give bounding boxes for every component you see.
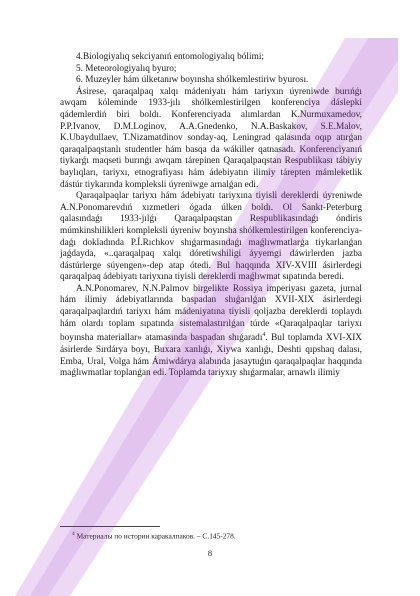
footnote-divider — [60, 526, 160, 527]
footnote-reference: 4 — [262, 332, 266, 339]
paragraph-materials: A.N.Ponomarev, N.N.Palmov birgelikte Rossiya imperiyası gazeta, jurnal hám ilimiy ádebiyatlarında baspadan shıǵarılǵan XVII-XIX ásirlerdegi qaraqalpaqlardıń tariyxı hám mádeniyatına tiyisli qoljazba dereklerdi toplaydı hám olardı toplam sıpatında sistemalastırılǵan túrde «Qaraqalpaqlar tariyxı boyınsha materiallar» atamasında baspadan shıǵaradı$^4$. Bul toplamda XVI-XIX ásirlerde Sırdárya boyı, Buxara xanlıǵı, Xiywa xanlıǵı, Deshti qıpshaq dalası, Emba, Ural, Volga hám Ámiwdárya alabında jasaytuǵın qaraqalpaqlar haqqında maǵlıwmatlar toplanǵan edi. Toplamda tariyxıy shıǵarmalar, arnawlı ilimiy — [60, 283, 363, 379]
list-item: 4.Biologiyalıq sekciyanıń entomologiyalıq bólimi; — [76, 52, 264, 62]
list-item: 6. Muzeyler hám úlketanıw boyınsha shólkemlestiriw byurosı. — [76, 75, 309, 86]
footnote-number: 4 — [72, 531, 75, 537]
footnote — [72, 530, 362, 540]
footnote-text: Материалы по истории каракалпаков. – С.145-278. — [76, 531, 236, 541]
paragraph-ponomarev: Qaraqalpaqlar tariyxı hám ádebiyatı tariyxına tiyisli dereklerdi úyreniwde A.N.Ponomarevdıń xızmetleri ógada úlken boldı. Ol Sankt-Peterburg qalasındaǵı 1933-jılǵı Qaraqalpaqstan Respublikasındaǵı óndiris múmkinshilikleri kompleksli úyreniw boyınsha shólkemlestirilgen konferenciya- daǵı dokladında P.Í.Rıchkov shıǵarmasındaǵı maǵlıwmatlarǵa tiykarlanǵan jaǵdayda, «..qaraqalpaq xalqı dóretiwshiligi áyyemgi dáwirlerden jazba dástúrlerge súyengen»-dep atap ótedi. Bul haqqında XIV-XVIII ásirlerdegi qaraqalpaq ádebiyatı tariyxına tiyisli dereklerdi maǵlıwmat sıpatında beredi. — [60, 191, 362, 283]
page-number: 8 — [207, 548, 213, 558]
list-item: 5. Meteorologiyalıq byuro; — [76, 63, 177, 74]
paragraph-conference: Ásirese, qaraqalpaq xalqı mádeniyatı hám tariyxın úyreniwde burıńǵı awqam kóleminde 1933-jılı shólkemlestirilgen konferenciya dáslepki qádemlerdiń biri boldı. Konferenciyada alımlardan K.Nurmuxamedov, P.P.Ivanov, D.M.Loginov, A.A.Gnedenko, N.A.Baskakov, S.E.Malov, K.Ubaydullaev, T.Nizamatdinov sonday-aq, Leningrad qalasında oqıp atırǵan qaraqalpaqstanlı studentler hám basqa da wákiller qatnasadı. Konferenciyanıń tiykarǵı maqseti burınǵı awqam tárepinen Qaraqalpaqstan Respublikası tábiyiy baylıqları, tariyxı, etnografiyası hám ádebiyatın ilimiy tárepten mámleketlik dástúr tiykarında kompleksli úyreniwge arnalǵan edi. — [60, 86, 362, 190]
body-text — [60, 52, 362, 380]
